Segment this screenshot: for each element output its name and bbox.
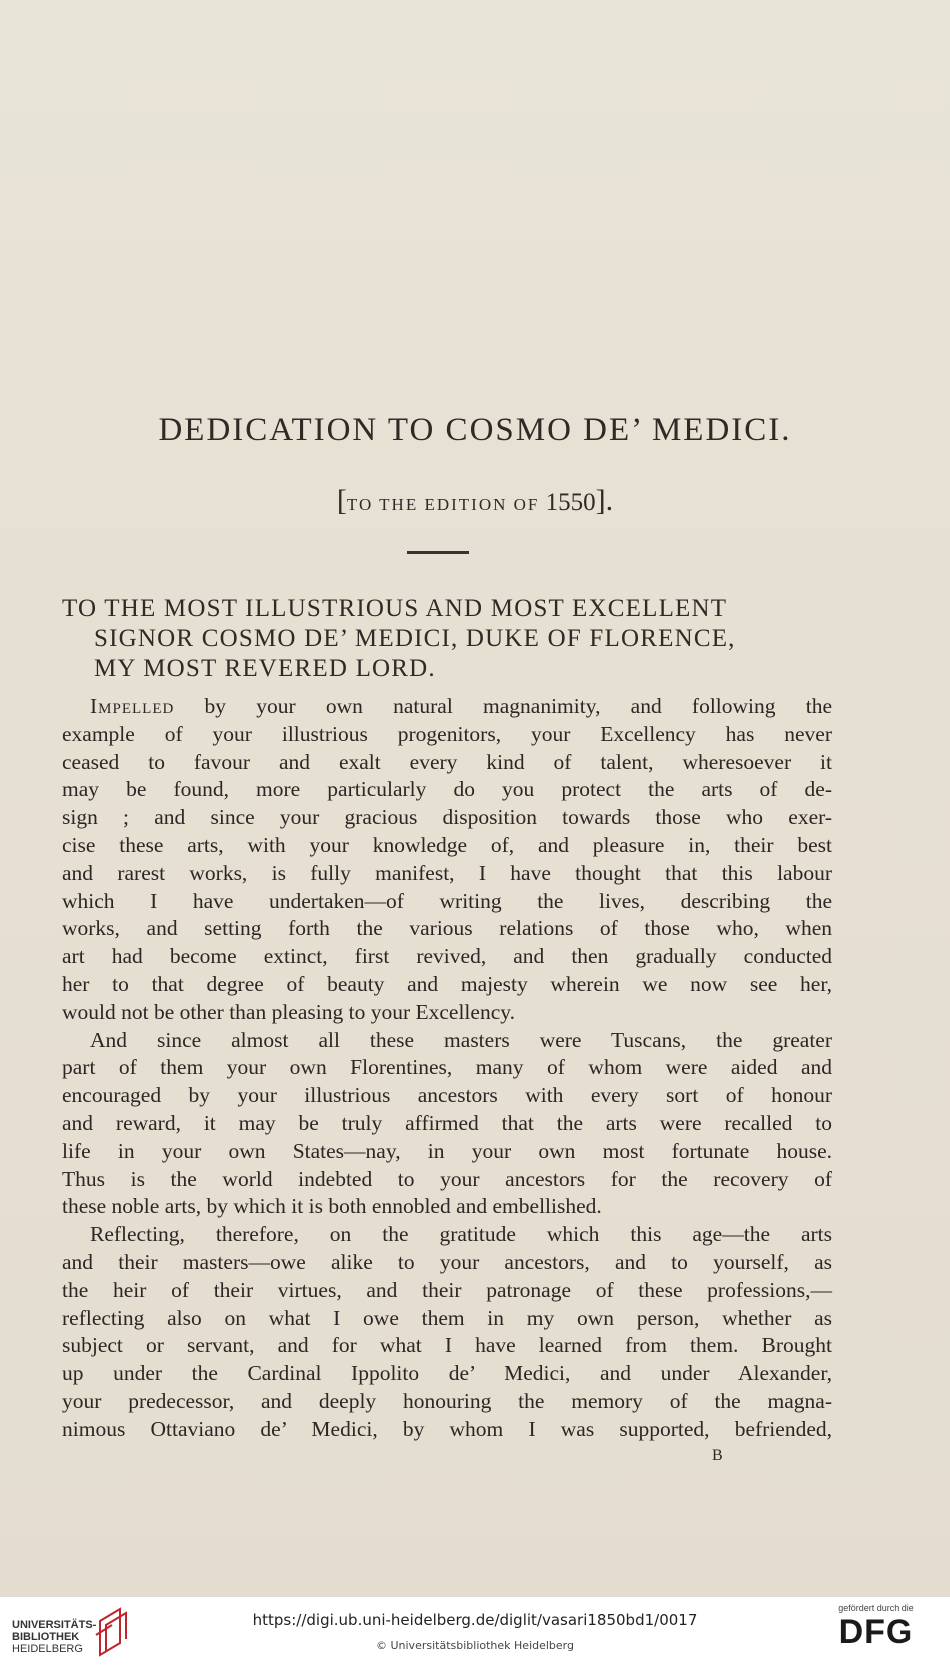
title-divider bbox=[407, 551, 469, 554]
text-line: and their masters—owe alike to your ancestors, and to yourself, as bbox=[62, 1249, 832, 1274]
text-line: works, and setting forth the various relations of those who, when bbox=[62, 916, 832, 941]
text-line: her to that degree of beauty and majesty wherein we now see her, bbox=[62, 971, 832, 996]
text-line: up under the Cardinal Ippolito de’ Medici, and under Alexander, bbox=[62, 1361, 832, 1386]
copyright-notice: © Universitätsbibliothek Heidelberg bbox=[375, 1639, 574, 1652]
permalink-url[interactable]: https://digi.ub.uni-heidelberg.de/diglit/vasari1850bd1/0017 bbox=[252, 1611, 698, 1629]
text-line: and rarest works, is fully manifest, I have thought that this labour bbox=[62, 860, 832, 885]
text-line: Thus is the world indebted to your ancestors for the recovery of bbox=[62, 1166, 832, 1191]
subtitle-text: TO THE EDITION OF bbox=[346, 495, 540, 514]
address-line: SIGNOR COSMO DE’ MEDICI, DUKE OF FLORENCE, bbox=[94, 625, 736, 652]
text-line: Reflecting, therefore, on the gratitude which this age—the arts bbox=[90, 1222, 832, 1247]
text-line: subject or servant, and for what I have learned from them. Brought bbox=[62, 1333, 832, 1358]
text-line: sign ; and since your gracious disposition towards those who exer- bbox=[62, 805, 832, 830]
subtitle-bracket-close: ]. bbox=[595, 484, 614, 517]
text-line: Impelled by your own natural magnanimity, and following the bbox=[90, 694, 832, 718]
text-line: these noble arts, by which it is both ennobled and embellished. bbox=[62, 1194, 602, 1219]
dedication-body bbox=[62, 693, 832, 1444]
text-line: And since almost all these masters were Tuscans, the greater bbox=[90, 1027, 832, 1052]
text-line: cise these arts, with your knowledge of, and pleasure in, their best bbox=[62, 832, 832, 857]
library-name-line: UNIVERSITÄTS- bbox=[12, 1619, 97, 1631]
edition-subtitle bbox=[0, 484, 950, 518]
signature-mark: B bbox=[712, 1447, 723, 1464]
viewer-footer bbox=[0, 1596, 950, 1665]
text-line: art had become extinct, first revived, and then gradually conducted bbox=[62, 944, 832, 969]
text-line: nimous Ottaviano de’ Medici, by whom I was supported, befriended, bbox=[62, 1416, 832, 1441]
funder-logo[interactable] bbox=[816, 1603, 936, 1651]
address-line: MY MOST REVERED LORD. bbox=[94, 655, 436, 682]
text-line: encouraged by your illustrious ancestors with every sort of honour bbox=[62, 1083, 832, 1108]
text-line: may be found, more particularly do you protect the arts of de- bbox=[62, 777, 832, 802]
text-line: ceased to favour and exalt every kind of talent, wheresoever it bbox=[62, 749, 832, 774]
dedication-address bbox=[62, 594, 852, 684]
text-line: example of your illustrious progenitors, your Excellency has never bbox=[62, 721, 832, 746]
library-name-line: HEIDELBERG bbox=[12, 1643, 83, 1655]
dfg-logo-text: DFG bbox=[838, 1613, 914, 1651]
address-line: TO THE MOST ILLUSTRIOUS AND MOST EXCELLENT bbox=[62, 595, 728, 622]
text-line: the heir of their virtues, and their patronage of these professions,— bbox=[62, 1277, 832, 1302]
subtitle-bracket-open: [ bbox=[336, 484, 347, 517]
text-line: life in your own States—nay, in your own most fortunate house. bbox=[62, 1138, 832, 1163]
subtitle-year: 1550 bbox=[545, 489, 596, 516]
text-line: your predecessor, and deeply honouring the memory of the magna- bbox=[62, 1388, 832, 1413]
text-line: and reward, it may be truly affirmed that the arts were recalled to bbox=[62, 1110, 832, 1135]
text-line: reflecting also on what I owe them in my own person, whether as bbox=[62, 1305, 832, 1330]
text-line: would not be other than pleasing to your Excellency. bbox=[62, 999, 515, 1024]
funder-note: gefördert durch die bbox=[838, 1603, 914, 1613]
library-name-line: BIBLIOTHEK bbox=[12, 1631, 80, 1643]
page-title: DEDICATION TO COSMO DE’ MEDICI. bbox=[158, 412, 792, 448]
text-line: which I have undertaken—of writing the lives, describing the bbox=[62, 888, 832, 913]
text-line: part of them your own Florentines, many of whom were aided and bbox=[62, 1055, 832, 1080]
